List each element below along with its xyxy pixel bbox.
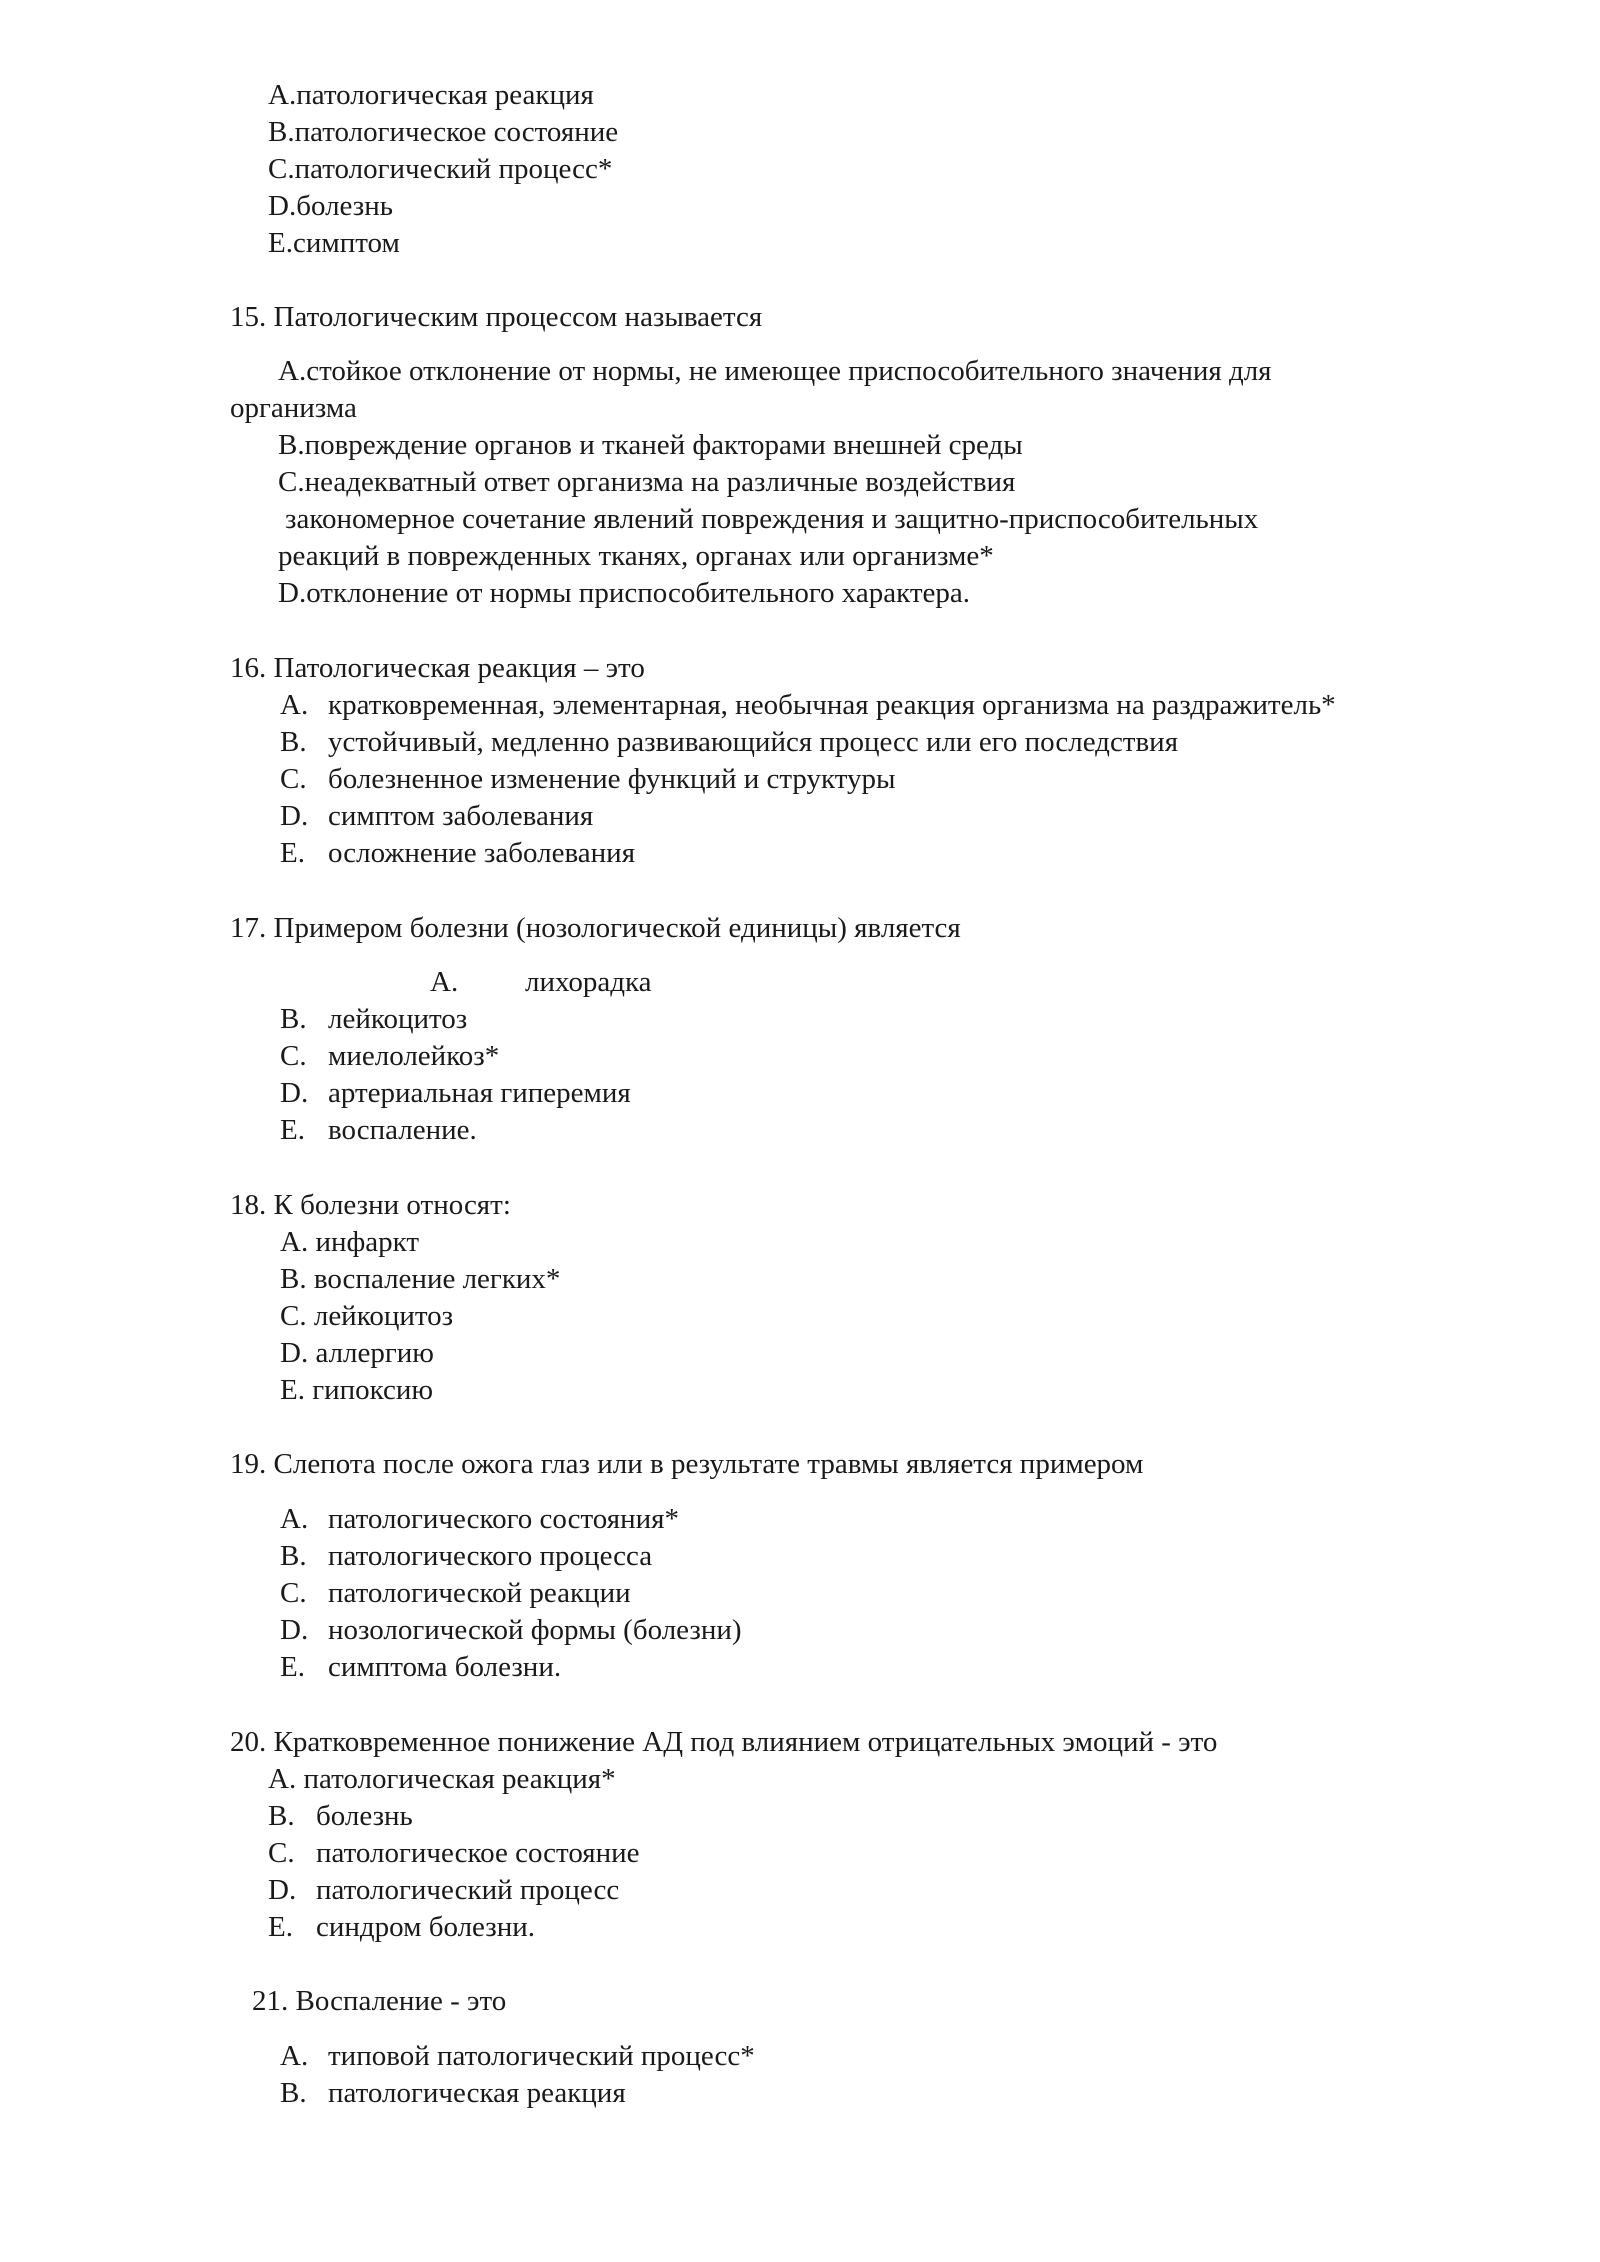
top-option-c: C.патологический процесс* bbox=[268, 153, 613, 185]
q15-option-unlabeled-line1: закономерное сочетание явлений повреждения и защитно-приспособительных bbox=[285, 503, 1259, 535]
option-letter: D. bbox=[280, 800, 309, 832]
question-20: 20. Кратковременное понижение АД под влиянием отрицательных эмоций - это bbox=[230, 1726, 1218, 1758]
top-option-a: A.патологическая реакция bbox=[268, 79, 594, 111]
q19-option-d bbox=[280, 1616, 742, 1645]
question-15: 15. Патологическим процессом называется bbox=[230, 301, 763, 333]
option-text: миелолейкоз* bbox=[328, 1040, 500, 1072]
q19-option-c bbox=[280, 1579, 631, 1608]
option-text: болезненное изменение функций и структуры bbox=[328, 763, 896, 795]
option-text: патологического процесса bbox=[328, 1540, 653, 1572]
q15-option-unlabeled-line2: реакций в поврежденных тканях, органах или организме* bbox=[278, 540, 994, 572]
option-text: осложнение заболевания bbox=[328, 837, 636, 869]
option-letter: D. bbox=[280, 1077, 309, 1109]
option-letter: B. bbox=[280, 2077, 307, 2109]
question-16: 16. Патологическая реакция – это bbox=[230, 652, 645, 684]
q19-option-a bbox=[280, 1505, 679, 1534]
q16-option-a bbox=[280, 691, 1336, 720]
option-letter: C. bbox=[280, 1577, 307, 1609]
option-text: устойчивый, медленно развивающийся процесс или его последствия bbox=[328, 726, 1179, 758]
option-letter: A. bbox=[280, 1503, 309, 1535]
option-text: патологическая реакция bbox=[328, 2077, 626, 2109]
option-text: кратковременная, элементарная, необычная реакция организма на раздражитель* bbox=[328, 689, 1336, 721]
option-letter: C. bbox=[280, 1040, 307, 1072]
option-text: лихорадка bbox=[525, 966, 652, 998]
q20-option-c bbox=[268, 1839, 640, 1868]
question-17: 17. Примером болезни (нозологической единицы) является bbox=[230, 912, 961, 944]
q20-option-d bbox=[268, 1876, 619, 1905]
option-text: артериальная гиперемия bbox=[328, 1077, 631, 1109]
q18-option-a: A. инфаркт bbox=[280, 1226, 420, 1258]
option-letter: B. bbox=[268, 1800, 295, 1832]
option-letter: A. bbox=[430, 966, 459, 998]
q20-option-a: A. патологическая реакция* bbox=[268, 1763, 616, 1795]
q21-option-b bbox=[280, 2079, 626, 2108]
q18-option-e: E. гипоксию bbox=[280, 1374, 434, 1406]
option-letter: B. bbox=[280, 726, 307, 758]
q16-option-c bbox=[280, 765, 896, 794]
option-text: симптом заболевания bbox=[328, 800, 594, 832]
question-21: 21. Воспаление - это bbox=[252, 1985, 507, 2017]
q20-option-b bbox=[268, 1802, 413, 1831]
question-18: 18. К болезни относят: bbox=[230, 1189, 511, 1221]
q18-option-b: B. воспаление легких* bbox=[280, 1263, 561, 1295]
q15-option-b: B.повреждение органов и тканей факторами внешней среды bbox=[278, 429, 1023, 461]
option-text: патологической реакции bbox=[328, 1577, 631, 1609]
q17-option-b bbox=[280, 1005, 467, 1034]
q15-option-a-line2: организма bbox=[230, 392, 357, 424]
q16-option-d bbox=[280, 802, 593, 831]
q16-option-e bbox=[280, 839, 635, 868]
q19-option-e bbox=[280, 1653, 561, 1682]
q18-option-d: D. аллергию bbox=[280, 1337, 434, 1369]
top-option-d: D.болезнь bbox=[268, 190, 393, 222]
option-text: типовой патологический процесс* bbox=[328, 2040, 755, 2072]
option-letter: E. bbox=[280, 1651, 305, 1683]
option-letter: C. bbox=[280, 763, 307, 795]
option-letter: B. bbox=[280, 1540, 307, 1572]
option-text: синдром болезни. bbox=[316, 1911, 536, 1943]
option-text: патологического состояния* bbox=[328, 1503, 679, 1535]
top-option-b: B.патологическое состояние bbox=[268, 116, 619, 148]
q17-option-e bbox=[280, 1116, 477, 1145]
q16-option-b bbox=[280, 728, 1178, 757]
option-letter: A. bbox=[280, 689, 309, 721]
option-text: лейкоцитоз bbox=[328, 1003, 468, 1035]
q20-option-e bbox=[268, 1913, 535, 1942]
option-text: симптома болезни. bbox=[328, 1651, 562, 1683]
q15-option-a-line1: A.стойкое отклонение от нормы, не имеющее приспособительного значения для bbox=[278, 355, 1272, 387]
option-letter: A. bbox=[280, 2040, 309, 2072]
option-text: патологическое состояние bbox=[316, 1837, 640, 1869]
option-text: болезнь bbox=[316, 1800, 413, 1832]
option-letter: E. bbox=[280, 1114, 305, 1146]
q17-option-c bbox=[280, 1042, 499, 1071]
q21-option-a bbox=[280, 2042, 755, 2071]
option-text: нозологической формы (болезни) bbox=[328, 1614, 742, 1646]
question-19: 19. Слепота после ожога глаз или в результате травмы является примером bbox=[230, 1448, 1144, 1480]
option-letter: E. bbox=[268, 1911, 293, 1943]
option-letter: E. bbox=[280, 837, 305, 869]
option-letter: B. bbox=[280, 1003, 307, 1035]
q15-option-d: D.отклонение от нормы приспособительного характера. bbox=[278, 577, 971, 609]
option-letter: C. bbox=[268, 1837, 295, 1869]
option-text: патологический процесс bbox=[316, 1874, 620, 1906]
option-text: воспаление. bbox=[328, 1114, 477, 1146]
q19-option-b bbox=[280, 1542, 652, 1571]
option-letter: D. bbox=[280, 1614, 309, 1646]
q17-option-a bbox=[430, 968, 652, 997]
option-letter: D. bbox=[268, 1874, 297, 1906]
top-option-e: E.симптом bbox=[268, 227, 400, 259]
q17-option-d bbox=[280, 1079, 631, 1108]
q18-option-c: C. лейкоцитоз bbox=[280, 1300, 454, 1332]
q15-option-c: C.неадекватный ответ организма на различные воздействия bbox=[278, 466, 1016, 498]
